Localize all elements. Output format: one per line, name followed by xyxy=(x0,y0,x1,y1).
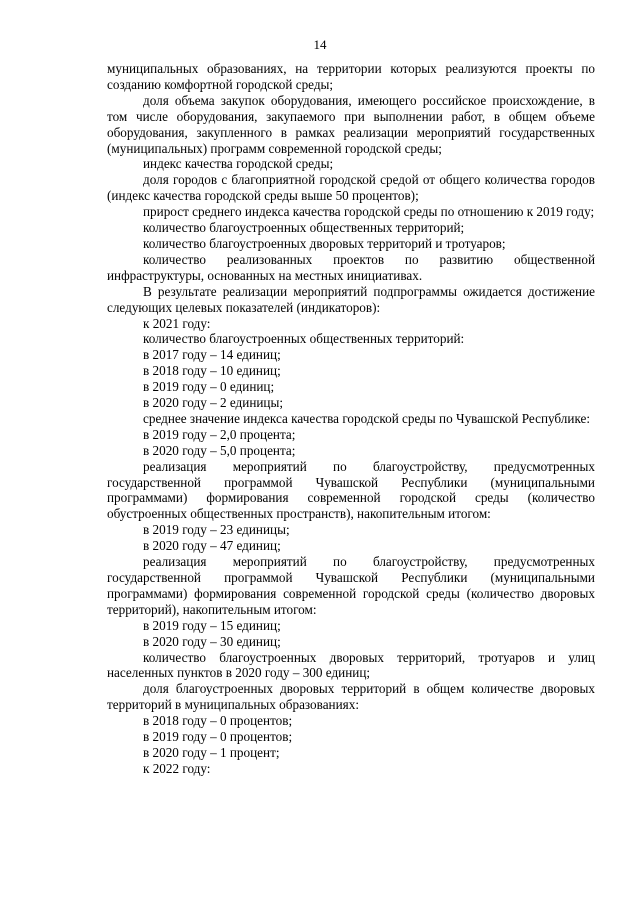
paragraph: реализация мероприятий по благоустройству, предусмотренных государственной программой Чувашской Республики (муниципальными программами) формирования современной городской среды (количество обустроенных общественных пространств), накопительным итогом: xyxy=(107,458,595,522)
paragraph: в 2020 году – 47 единиц; xyxy=(143,538,281,554)
paragraph: количество благоустроенных дворовых территорий, тротуаров и улиц населенных пунктов в 2020 году – 300 единиц; xyxy=(107,649,595,681)
paragraph: в 2018 году – 10 единиц; xyxy=(143,363,281,379)
paragraph: доля объема закупок оборудования, имеющего российское происхождение, в том числе оборудования, закупаемого при выполнении работ, в общем объеме оборудования, закупленного в рамках реализации мероприятий государственных (муниципальных) программ современной городской среды; xyxy=(107,92,595,156)
paragraph: в 2019 году – 0 единиц; xyxy=(143,379,275,395)
paragraph: в 2019 году – 15 единиц; xyxy=(143,617,281,633)
paragraph: к 2022 году: xyxy=(143,760,211,776)
paragraph: доля благоустроенных дворовых территорий в общем количестве дворовых территорий в муниципальных образованиях: xyxy=(107,681,595,713)
page-number: 14 xyxy=(313,37,327,52)
paragraph: к 2021 году: xyxy=(143,315,211,331)
paragraph: В результате реализации мероприятий подпрограммы ожидается достижение следующих целевых показателей (индикаторов): xyxy=(107,283,595,315)
paragraph: в 2020 году – 2 единицы; xyxy=(143,395,284,411)
paragraph: количество благоустроенных общественных территорий; xyxy=(143,220,465,236)
paragraph: индекс качества городской среды; xyxy=(143,156,334,172)
paragraph: количество благоустроенных дворовых территорий и тротуаров; xyxy=(143,235,506,251)
paragraph: среднее значение индекса качества городской среды по Чувашской Республике: xyxy=(143,410,591,426)
paragraph: в 2018 году – 0 процентов; xyxy=(143,713,293,729)
paragraph: количество реализованных проектов по развитию общественной инфраструктуры, основанных на местных инициативах. xyxy=(107,251,595,283)
paragraph: прирост среднего индекса качества городской среды по отношению к 2019 году; xyxy=(143,204,595,220)
body-text xyxy=(107,61,595,777)
paragraph: количество благоустроенных общественных территорий: xyxy=(143,331,465,347)
paragraph: в 2019 году – 2,0 процента; xyxy=(143,426,296,442)
paragraph: реализация мероприятий по благоустройству, предусмотренных государственной программой Чувашской Республики (муниципальными программами) формирования современной городской среды (количество дворовых территорий), накопительным итогом: xyxy=(107,554,595,617)
paragraph: доля городов с благоприятной городской средой от общего количества городов (индекс качества городской среды выше 50 процентов); xyxy=(107,172,595,204)
paragraph: муниципальных образованиях, на территории которых реализуются проекты по созданию комфортной городской среды; xyxy=(107,61,595,92)
paragraph: в 2020 году – 30 единиц; xyxy=(143,633,281,649)
paragraph: в 2020 году – 1 процент; xyxy=(143,744,280,760)
paragraph: в 2020 году – 5,0 процента; xyxy=(143,442,296,458)
paragraph: в 2017 году – 14 единиц; xyxy=(143,347,281,363)
paragraph: в 2019 году – 23 единицы; xyxy=(143,522,290,538)
paragraph: в 2019 году – 0 процентов; xyxy=(143,729,293,745)
